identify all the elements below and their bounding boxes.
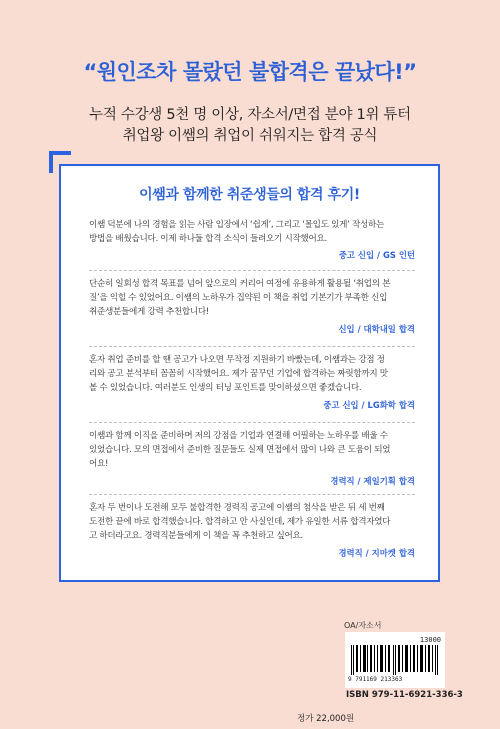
- review-text: 혼자 두 번이나 도전해 모두 불합격한 경력직 공고에 이쌤의 첨삭을 받은 뒤 세 번째 도전한 끝에 바로 합격했습니다. 합격하고 안 사실인데, 제가 유일한 서류 합격자였다 고 하더라고요. 경력직분들에게 이 책을 꼭 추천하고 싶어요.: [89, 503, 391, 542]
- subline-formula: 취업왕 이쌤의 취업이 쉬워지는 합격 공식: [122, 128, 378, 144]
- barcode-digits: 9 791169 213363: [348, 676, 403, 683]
- review-author: 신입 / 대학내일 합격: [338, 323, 415, 334]
- review-author: 중고 신입 / GS 인턴: [338, 250, 415, 261]
- review-item: [89, 353, 415, 411]
- barcode-bars-icon: [351, 645, 439, 675]
- divider: [89, 422, 415, 423]
- subline-tutor: 누적 수강생 5천 명 이상, 자소서/면접 분야 1위 튜터: [89, 107, 411, 123]
- category-label: OA/자소서: [344, 621, 382, 630]
- review-card: [59, 164, 440, 582]
- price: 정가 22,000원: [297, 714, 355, 724]
- review-text: 혼자 취업 준비를 할 땐 공고가 나오면 무작정 지원하기 바빴는데, 이쌤과는 강점 정 리와 공고 분석부터 꼼꼼히 시작했어요. 제가 꿈꾸던 기업에 합격하는 짜릿함까지 맛 볼 수 있었습니다. 여러분도 인생의 터닝 포인트를 맞이하셨으면 좋겠습니다.: [89, 355, 388, 394]
- headline: “원인조차 몰랐던 불합격은 끝났다!”: [83, 60, 417, 84]
- review-item: [89, 277, 415, 335]
- isbn: ISBN 979-11-6921-336-3: [346, 690, 463, 700]
- divider: [89, 346, 415, 347]
- review-text: 단순히 일회성 합격 목표를 넘어 앞으로의 커리어 여정에 유용하게 활용될 ‘취업의 본 질’을 익힐 수 있었어요. 이쌤의 노하우가 집약된 이 책을 취업 기본기가 부족한 신입 취준생분들에게 강력 추천합니다!: [89, 279, 391, 318]
- review-author: 중고 신입 / LG화학 합격: [323, 399, 415, 410]
- review-item: [89, 429, 415, 487]
- review-text: 이쌤 덕분에 나의 경험을 읽는 사람 입장에서 ‘쉽게’, 그리고 ‘몰입도 있게’ 작성하는 방법을 배웠습니다. 이제 하나둘 합격 소식이 들려오기 시작했어요.: [89, 220, 384, 245]
- review-card-title: 이쌤과 함께한 취준생들의 합격 후기!: [139, 187, 360, 203]
- review-author: 경력직 / 제일기획 합격: [330, 475, 415, 486]
- review-item: [89, 501, 415, 559]
- divider: [89, 494, 415, 495]
- review-item: [89, 218, 415, 261]
- barcode-addon: 13000: [419, 636, 441, 644]
- barcode: [345, 632, 445, 688]
- review-text: 이쌤과 함께 이직을 준비하며 저의 강점을 기업과 연결해 어필하는 노하우를 배울 수 있었습니다. 모의 면접에서 준비한 질문들도 실제 면접에서 많이 나와 큰 도움이 되었 어요!: [89, 431, 391, 470]
- review-author: 경력직 / 지마켓 합격: [338, 547, 415, 558]
- divider: [89, 270, 415, 271]
